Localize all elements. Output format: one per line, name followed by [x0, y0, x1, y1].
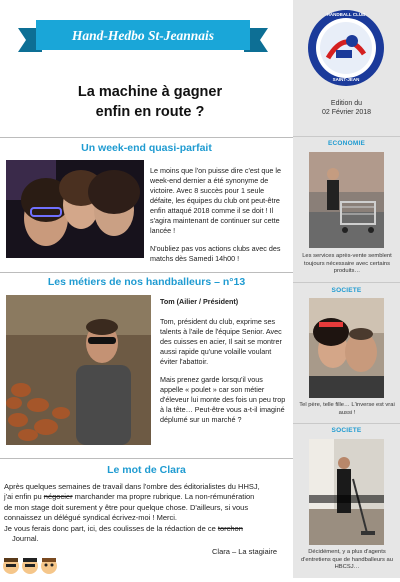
farmer-illustration [6, 295, 151, 445]
newspaper-title: Hand-Hedbo St-Jeannais [71, 28, 215, 43]
sidebar-caption: Décidément, y a plus d'agents d'entretiens que de handballeurs au HBCSJ… [301, 549, 393, 570]
sidebar [293, 0, 400, 578]
cart-illustration [309, 152, 384, 248]
article-text-metiers: Tom (Ailier / Président) Tom, président du club, exprime ses talents à l'aile de l'équipe Senior. Avec des cuisses en acier, Il sait se montrer aussi rapide qu'une volaille voulant éviter l'abattoir. Mais prenez garde lorsqu'il vous appelle « poulet » car son métier d'éleveur lui monte des fois un peu trop à la tête… Peut-être vous a-t-il imaginé déplumé sur un marché ? [160, 297, 288, 425]
headline: La machine à gagner enfin en route ? [77, 84, 223, 120]
signature: Clara – La stagiaire [212, 547, 278, 556]
sidebar-section-title: SOCIETE [331, 427, 362, 434]
club-logo-icon [306, 8, 386, 88]
interviewee-name: Tom (Ailier / Président) [160, 297, 239, 306]
photo-father-daughter [309, 298, 384, 398]
logo-bottom-text: SAINT-JEAN [332, 77, 360, 82]
emoji-faces-icon [2, 555, 62, 577]
photo-chicken-farmer [6, 295, 151, 445]
father-daughter-illustration [309, 298, 384, 398]
article-text-clara: Après quelques semaines de travail dans l'ombre des éditorialistes du HHSJ, j'ai enfin pu négocier marchander ma propre rubrique. La non-rémunération de mon stage doit surement y être pour quelque chose. D'ailleurs, si vous connaissez un délégué syndical écrivez-moi ! Merci. Je vous ferais donc part, ici, des coulisses de la rédaction de ce torchon Journal. [4, 482, 260, 544]
sidebar-caption: Tel père, telle fille… L'inverse est vrai aussi ! [299, 402, 395, 416]
photo-selfie-girls [6, 160, 144, 258]
divider [293, 136, 400, 137]
logo-top-text: HANDBALL CLUB [326, 12, 366, 17]
article-text-weekend: Le moins que l'on puisse dire c'est que le week-end dernier a été synonyme de victoire. Avec 8 succès pour 1 seule défaite, les équipes du club ont peut-être enfin attaqué 2018 comme il se doit ! Il s'agira maintenant de continuer sur cette lancée ! N'oubliez pas vos actions clubs avec des matchs dès Samedi 14h00 ! [150, 166, 281, 263]
sidebar-section-title: SOCIETE [331, 287, 362, 294]
article-title-metiers: Les métiers de nos handballeurs – n°13 [47, 276, 246, 288]
cleaning-illustration [309, 439, 384, 545]
divider [293, 282, 400, 283]
divider [0, 272, 293, 273]
divider [0, 137, 293, 138]
photo-shopping-cart [309, 152, 384, 248]
sidebar-caption: Les services après-vente semblent toujours nécessaire avec certains produits… [302, 253, 392, 274]
sidebar-section-title: ECONOMIE [328, 140, 365, 147]
divider [293, 423, 400, 424]
article-title-weekend: Un week-end quasi-parfait [81, 142, 212, 154]
article-title-clara: Le mot de Clara [107, 464, 186, 476]
selfie-illustration [6, 160, 144, 258]
divider [0, 458, 293, 459]
edition-date: Edition du 02 Février 2018 [321, 100, 372, 116]
photo-cleaning [309, 439, 384, 545]
emoji-faces [2, 555, 62, 577]
